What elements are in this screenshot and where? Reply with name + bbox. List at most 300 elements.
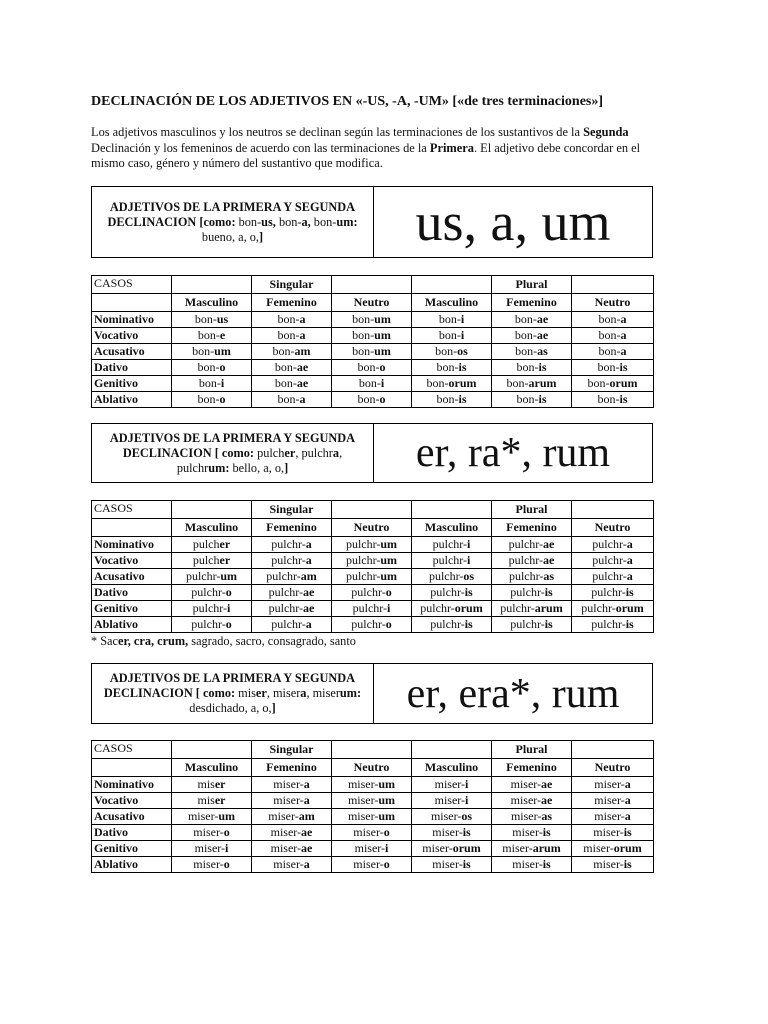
form-stem: pulchr- [500, 601, 535, 615]
form-ending: o [219, 360, 226, 374]
form-ending: is [623, 825, 632, 839]
form-cell [252, 809, 332, 825]
header-casos: CASOS [92, 741, 172, 759]
form-ending: ae [543, 537, 555, 551]
endings-display: us, a, um [415, 192, 611, 252]
form-ending: i [460, 312, 465, 326]
form-stem: pulchr- [192, 601, 228, 615]
header-gender: Masculino [172, 519, 252, 537]
form-stem: bon- [352, 344, 375, 358]
declension-box-3 [91, 663, 653, 724]
form-ending: a [303, 777, 310, 791]
intro-paragraph [91, 125, 657, 172]
form-ending: ae [303, 585, 315, 599]
form-cell [332, 328, 412, 344]
form-cell [572, 585, 654, 601]
form-stem: pulchr- [268, 601, 304, 615]
form-stem: bon- [194, 312, 217, 326]
header-gender: Masculino [412, 519, 492, 537]
case-name: Nominativo [92, 777, 172, 793]
form-cell [412, 809, 492, 825]
header-casos: CASOS [92, 501, 172, 519]
form-stem: bon- [352, 328, 375, 342]
form-cell [172, 793, 252, 809]
form-cell [572, 857, 654, 873]
form-ending: a [620, 328, 627, 342]
header-gender: Neutro [572, 759, 654, 777]
form-stem: pulchr- [420, 601, 455, 615]
form-stem: pulchr- [185, 569, 221, 583]
form-cell [412, 825, 492, 841]
form-ending: i [387, 601, 391, 615]
form-stem: bon- [597, 360, 620, 374]
form-cell [572, 553, 654, 569]
form-ending: o [385, 617, 392, 631]
form-ending: ae [536, 312, 549, 326]
form-ending: a [626, 553, 633, 567]
form-cell [572, 777, 654, 793]
box-label-segment: bon- [235, 214, 262, 229]
header-empty [172, 501, 252, 519]
box-label-segment: ] [284, 460, 289, 475]
header-gender: Neutro [332, 759, 412, 777]
header-plural: Plural [492, 276, 572, 294]
form-cell [252, 777, 332, 793]
case-name: Vocativo [92, 793, 172, 809]
form-stem: pulchr- [351, 617, 386, 631]
form-ending: a [626, 537, 633, 551]
box-label-text [98, 200, 367, 245]
form-stem: miser- [270, 841, 302, 855]
header-row-number [92, 276, 654, 294]
form-stem: pulchr- [345, 569, 381, 583]
form-ending: er [214, 793, 226, 807]
header-gender: Masculino [412, 759, 492, 777]
form-cell [572, 344, 654, 360]
case-name: Dativo [92, 825, 172, 841]
form-stem: miser- [193, 825, 224, 839]
table-row [92, 825, 654, 841]
box-label-text [98, 431, 367, 476]
form-stem: mis [197, 793, 215, 807]
form-stem: bon- [515, 344, 538, 358]
form-stem: bon- [436, 392, 459, 406]
form-ending: a [624, 777, 631, 791]
form-ending: ae [301, 825, 313, 839]
table-row [92, 809, 654, 825]
form-cell [412, 392, 492, 408]
box-label-segment: a [300, 686, 307, 700]
form-stem: pulchr- [510, 585, 545, 599]
form-stem: bon- [598, 328, 621, 342]
header-empty [92, 759, 172, 777]
form-stem: pulchr- [351, 585, 386, 599]
form-stem: bon- [597, 392, 620, 406]
form-stem: bon- [358, 376, 381, 390]
form-stem: bon- [516, 392, 539, 406]
form-ending: i [225, 841, 229, 855]
form-ending: is [462, 825, 471, 839]
form-stem: bon- [198, 376, 221, 390]
form-cell [492, 841, 572, 857]
form-ending: er [219, 537, 231, 551]
table-row [92, 360, 654, 376]
form-stem: miser- [594, 793, 625, 807]
case-name: Nominativo [92, 312, 172, 328]
form-cell [332, 825, 412, 841]
box-label-segment: , miser [266, 686, 301, 700]
form-cell [332, 601, 412, 617]
box-label-segment: um: [336, 214, 358, 229]
form-stem: pulchr- [271, 553, 306, 567]
form-stem: miser- [268, 809, 299, 823]
form-stem: miser- [593, 857, 624, 871]
form-cell [252, 585, 332, 601]
form-stem: pulchr- [508, 537, 544, 551]
header-empty [572, 741, 654, 759]
header-row-gender [92, 294, 654, 312]
footnote-segment: er, cra, crum, [117, 634, 189, 648]
form-cell [252, 569, 332, 585]
form-cell [412, 376, 492, 392]
form-cell [412, 344, 492, 360]
form-cell [492, 328, 572, 344]
form-stem: bon- [197, 392, 220, 406]
form-cell [412, 857, 492, 873]
form-ending: a [299, 328, 306, 342]
box-label-segment: ADJETIVOS DE LA PRIMERA Y SEGUNDA DECLINACION [ [103, 671, 356, 700]
box-label [92, 664, 374, 723]
form-cell [492, 777, 572, 793]
form-ending: ae [303, 601, 315, 615]
box-label-segment: ] [271, 701, 276, 715]
form-stem: bon- [514, 328, 537, 342]
case-name: Acusativo [92, 809, 172, 825]
form-ending: um [378, 793, 396, 807]
form-stem: miser- [194, 841, 226, 855]
form-cell [332, 569, 412, 585]
form-stem: miser- [347, 809, 379, 823]
form-cell [492, 392, 572, 408]
form-cell [492, 537, 572, 553]
form-ending: orum [609, 376, 638, 390]
form-stem: pulchr- [508, 569, 544, 583]
form-cell [572, 825, 654, 841]
form-ending: um [378, 809, 396, 823]
intro-text-2: Declinación y los femeninos de acuerdo con las terminaciones de la [91, 140, 430, 155]
form-stem: miser- [347, 793, 379, 807]
box-label [92, 424, 374, 482]
form-cell [252, 793, 332, 809]
form-cell [572, 793, 654, 809]
form-stem: bon- [436, 360, 459, 374]
case-name: Nominativo [92, 537, 172, 553]
header-empty [572, 501, 654, 519]
form-stem: pulchr- [592, 569, 627, 583]
form-ending: o [379, 392, 386, 406]
form-ending: i [465, 777, 469, 791]
form-cell [412, 537, 492, 553]
form-ending: is [464, 617, 473, 631]
form-stem: miser- [273, 777, 304, 791]
form-ending: a [624, 793, 631, 807]
form-ending: is [544, 585, 553, 599]
form-ending: as [543, 569, 555, 583]
case-name: Acusativo [92, 344, 172, 360]
box-label-segment: pulch [254, 445, 285, 460]
form-stem: bon- [197, 328, 220, 342]
header-casos: CASOS [92, 276, 172, 294]
form-stem: pulchr- [592, 553, 627, 567]
case-name: Acusativo [92, 569, 172, 585]
form-cell [492, 809, 572, 825]
form-ending: um [380, 537, 398, 551]
form-stem: bon- [274, 376, 297, 390]
form-stem: miser- [430, 809, 462, 823]
form-cell [572, 392, 654, 408]
box-label-segment: a [332, 445, 340, 460]
form-ending: is [542, 825, 551, 839]
form-ending: o [223, 857, 230, 871]
form-stem: miser- [512, 857, 543, 871]
form-ending: er [219, 553, 231, 567]
form-stem: bon- [435, 344, 458, 358]
case-name: Dativo [92, 360, 172, 376]
form-cell [172, 376, 252, 392]
header-gender: Neutro [332, 519, 412, 537]
form-ending: is [458, 392, 467, 406]
table-row [92, 312, 654, 328]
form-cell [572, 312, 654, 328]
form-cell [492, 585, 572, 601]
header-empty [92, 519, 172, 537]
form-ending: as [537, 344, 548, 358]
form-cell [332, 392, 412, 408]
form-stem: miser- [422, 841, 453, 855]
form-cell [172, 585, 252, 601]
form-ending: um [380, 569, 398, 583]
form-stem: pulchr- [345, 553, 381, 567]
form-cell [172, 617, 252, 633]
form-stem: miser- [270, 825, 302, 839]
form-ending: a [303, 793, 310, 807]
table-row [92, 777, 654, 793]
form-ending: orum [452, 841, 481, 855]
form-ending: i [465, 793, 469, 807]
intro-bold-segunda: Segunda [583, 125, 629, 139]
form-stem: miser- [187, 809, 219, 823]
form-cell [172, 777, 252, 793]
table-row [92, 344, 654, 360]
header-gender: Masculino [172, 759, 252, 777]
form-ending: is [542, 857, 551, 871]
form-cell [252, 553, 332, 569]
form-cell [492, 312, 572, 328]
form-cell [172, 553, 252, 569]
form-ending: o [225, 617, 232, 631]
box-label-segment: como: [202, 686, 236, 700]
form-cell [572, 841, 654, 857]
header-gender: Neutro [572, 294, 654, 312]
box-label-segment: um: [208, 460, 230, 475]
header-gender: Femenino [492, 519, 572, 537]
header-empty [412, 276, 492, 294]
form-cell [252, 617, 332, 633]
form-stem: pulchr- [432, 553, 468, 567]
form-stem: miser- [593, 825, 624, 839]
page-title: DECLINACIÓN DE LOS ADJETIVOS EN «-US, -A, -UM» [«de tres terminaciones»] [91, 94, 604, 109]
form-cell [252, 537, 332, 553]
header-gender: Masculino [412, 294, 492, 312]
box-label-segment: como: [203, 214, 236, 229]
form-stem: pulchr- [591, 585, 626, 599]
form-ending: is [544, 617, 553, 631]
form-ending: a [305, 537, 312, 551]
form-ending: is [464, 585, 473, 599]
form-stem: pulchr- [591, 617, 626, 631]
form-ending: orum [613, 841, 642, 855]
form-stem: bon- [274, 360, 297, 374]
intro-text-1: Los adjetivos masculinos y los neutros se declinan según las terminaciones de los sustantivos de la [91, 125, 584, 139]
form-cell [172, 537, 252, 553]
form-ending: um [374, 312, 391, 326]
form-cell [572, 376, 654, 392]
form-cell [332, 537, 412, 553]
box-label-segment: ADJETIVOS DE LA PRIMERA Y SEGUNDA DECLINACION [ [109, 430, 356, 460]
form-stem: miser- [354, 841, 386, 855]
form-cell [412, 601, 492, 617]
form-stem: pulchr- [508, 553, 544, 567]
form-ending: is [625, 585, 634, 599]
form-cell [492, 344, 572, 360]
table-row [92, 617, 654, 633]
form-cell [332, 777, 412, 793]
form-cell [172, 344, 252, 360]
header-empty [412, 501, 492, 519]
form-ending: ae [541, 777, 553, 791]
form-stem: pulchr- [428, 569, 464, 583]
form-ending: is [619, 392, 628, 406]
form-cell [332, 841, 412, 857]
table-row [92, 601, 654, 617]
form-stem: bon- [357, 392, 380, 406]
form-cell [172, 809, 252, 825]
form-ending: um [220, 569, 238, 583]
form-stem: bon- [277, 328, 300, 342]
form-cell [172, 601, 252, 617]
header-singular: Singular [252, 276, 332, 294]
form-ending: is [538, 392, 547, 406]
form-cell [332, 344, 412, 360]
form-cell [332, 360, 412, 376]
form-ending: o [383, 857, 390, 871]
form-cell [252, 376, 332, 392]
form-stem: bon- [438, 328, 461, 342]
form-ending: i [467, 553, 471, 567]
form-cell [412, 777, 492, 793]
form-cell [492, 825, 572, 841]
box-label-segment: mis [235, 686, 256, 700]
table-row [92, 328, 654, 344]
intro-bold-primera: Primera [429, 140, 474, 155]
form-ending: am [294, 344, 311, 358]
form-stem: mis [197, 777, 215, 791]
form-stem: pulchr- [266, 569, 301, 583]
header-gender: Masculino [172, 294, 252, 312]
form-stem: bon- [426, 376, 449, 390]
table-row [92, 841, 654, 857]
box-label-segment: bueno, a, o, [201, 229, 259, 244]
form-ending: arum [532, 841, 561, 855]
form-stem: pulchr- [271, 617, 306, 631]
form-ending: i [460, 328, 465, 342]
form-cell [572, 328, 654, 344]
form-cell [572, 569, 654, 585]
form-cell [572, 360, 654, 376]
form-stem: bon- [598, 312, 621, 326]
case-name: Genitivo [92, 841, 172, 857]
form-ending: as [541, 809, 553, 823]
form-cell [412, 617, 492, 633]
form-cell [572, 537, 654, 553]
form-cell [172, 857, 252, 873]
form-stem: miser- [434, 777, 466, 791]
form-cell [332, 617, 412, 633]
case-name: Vocativo [92, 328, 172, 344]
table-row [92, 793, 654, 809]
form-cell [252, 312, 332, 328]
form-ending: o [219, 392, 226, 406]
header-empty [332, 276, 412, 294]
form-cell [332, 857, 412, 873]
form-stem: pulchr- [268, 585, 304, 599]
form-cell [172, 360, 252, 376]
form-ending: o [379, 360, 386, 374]
header-gender: Femenino [492, 294, 572, 312]
table-row [92, 553, 654, 569]
box-label-segment: ADJETIVOS DE LA PRIMERA Y SEGUNDA DECLINACION [ [107, 199, 356, 229]
table-row [92, 376, 654, 392]
form-cell [332, 376, 412, 392]
form-stem: bon- [277, 312, 300, 326]
case-name: Vocativo [92, 553, 172, 569]
header-gender: Neutro [572, 519, 654, 537]
form-stem: bon- [197, 360, 220, 374]
box-label-segment: a, [301, 214, 311, 229]
form-ending: arum [534, 601, 563, 615]
form-cell [492, 601, 572, 617]
form-cell [172, 825, 252, 841]
declension-table-3 [91, 740, 654, 873]
form-cell [492, 617, 572, 633]
form-cell [252, 825, 332, 841]
form-stem: pulchr- [345, 537, 381, 551]
header-gender: Femenino [252, 759, 332, 777]
form-cell [412, 841, 492, 857]
form-cell [492, 793, 572, 809]
box-label-segment: er [255, 686, 267, 700]
form-ending: ae [541, 793, 553, 807]
form-ending: i [385, 841, 389, 855]
form-stem: miser- [434, 793, 466, 807]
form-cell [412, 360, 492, 376]
form-ending: a [299, 312, 306, 326]
form-stem: miser- [432, 857, 463, 871]
form-stem: pulchr- [191, 585, 226, 599]
form-stem: pulchr- [271, 537, 306, 551]
form-cell [492, 553, 572, 569]
header-gender: Femenino [252, 519, 332, 537]
